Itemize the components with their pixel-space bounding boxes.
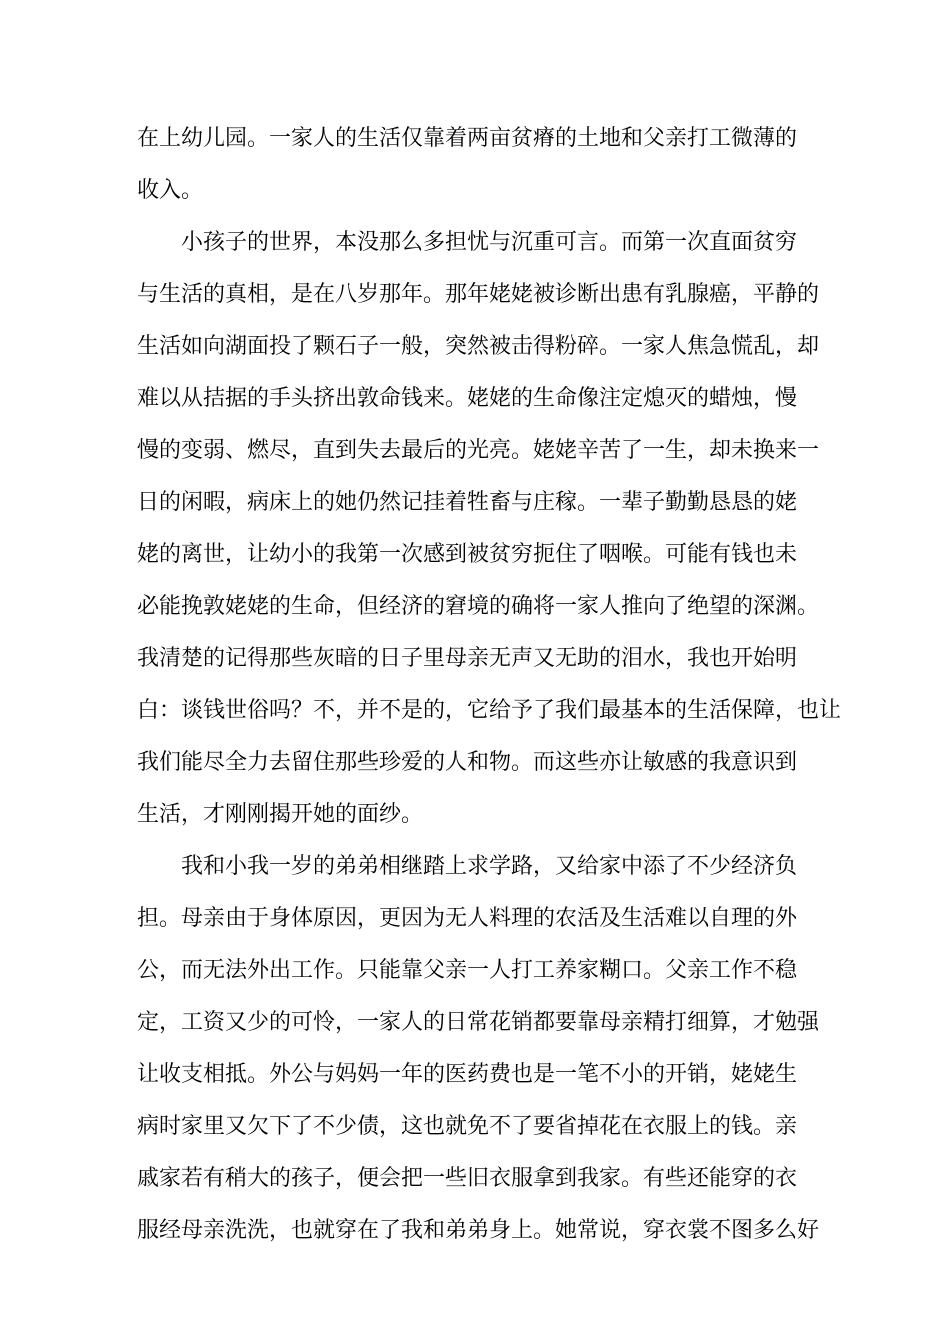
text-line: 公，而无法外出工作。只能靠父亲一人打工养家糊口。父亲工作不稳 — [137, 958, 798, 983]
text-line: 必能挽敦姥姥的生命，但经济的窘境的确将一家人推向了绝望的深渊。 — [137, 594, 820, 619]
text-line: 姥的离世，让幼小的我第一次感到被贫穷扼住了咽喉。可能有钱也未 — [137, 542, 798, 567]
text-line: 服经母亲洗洗，也就穿在了我和弟弟身上。她常说，穿衣裳不图多么好 — [137, 1218, 820, 1243]
text-line: 日的闲暇，病床上的她仍然记挂着牲畜与庄稼。一辈子勤勤恳恳的姥 — [137, 490, 798, 515]
text-line: 小孩子的世界，本没那么多担忧与沉重可言。而第一次直面贫穷 — [137, 230, 798, 255]
text-line: 生活如向湖面投了颗石子一般，突然被击得粉碎。一家人焦急慌乱，却 — [137, 334, 820, 359]
text-line: 收入。 — [137, 178, 204, 203]
text-line: 我们能尽全力去留住那些珍爱的人和物。而这些亦让敏感的我意识到 — [137, 750, 798, 775]
text-line: 戚家若有稍大的孩子，便会把一些旧衣服拿到我家。有些还能穿的衣 — [137, 1166, 798, 1191]
text-line: 与生活的真相，是在八岁那年。那年姥姥被诊断出患有乳腺癌，平静的 — [137, 282, 820, 307]
text-line: 白：谈钱世俗吗？不，并不是的，它给予了我们最基本的生活保障，也让 — [137, 698, 842, 723]
text-line: 生活，才刚刚揭开她的面纱。 — [137, 802, 424, 827]
text-line: 慢的变弱、燃尽，直到失去最后的光亮。姥姥辛苦了一生，却未换来一 — [137, 438, 820, 463]
text-line: 我和小我一岁的弟弟相继踏上求学路，又给家中添了不少经济负 — [137, 854, 798, 879]
text-line: 我清楚的记得那些灰暗的日子里母亲无声又无助的泪水，我也开始明 — [137, 646, 798, 671]
text-line: 在上幼儿园。一家人的生活仅靠着两亩贫瘠的土地和父亲打工微薄的 — [137, 126, 798, 151]
text-line: 让收支相抵。外公与妈妈一年的医药费也是一笔不小的开销，姥姥生 — [137, 1062, 798, 1087]
text-line: 担。母亲由于身体原因，更因为无人料理的农活及生活难以自理的外 — [137, 906, 798, 931]
text-line: 难以从拮据的手头挤出敦命钱来。姥姥的生命像注定熄灭的蜡烛，慢 — [137, 386, 798, 411]
text-line: 病时家里又欠下了不少债，这也就免不了要省掉花在衣服上的钱。亲 — [137, 1114, 798, 1139]
text-line: 定，工资又少的可怜，一家人的日常花销都要靠母亲精打细算，才勉强 — [137, 1010, 820, 1035]
